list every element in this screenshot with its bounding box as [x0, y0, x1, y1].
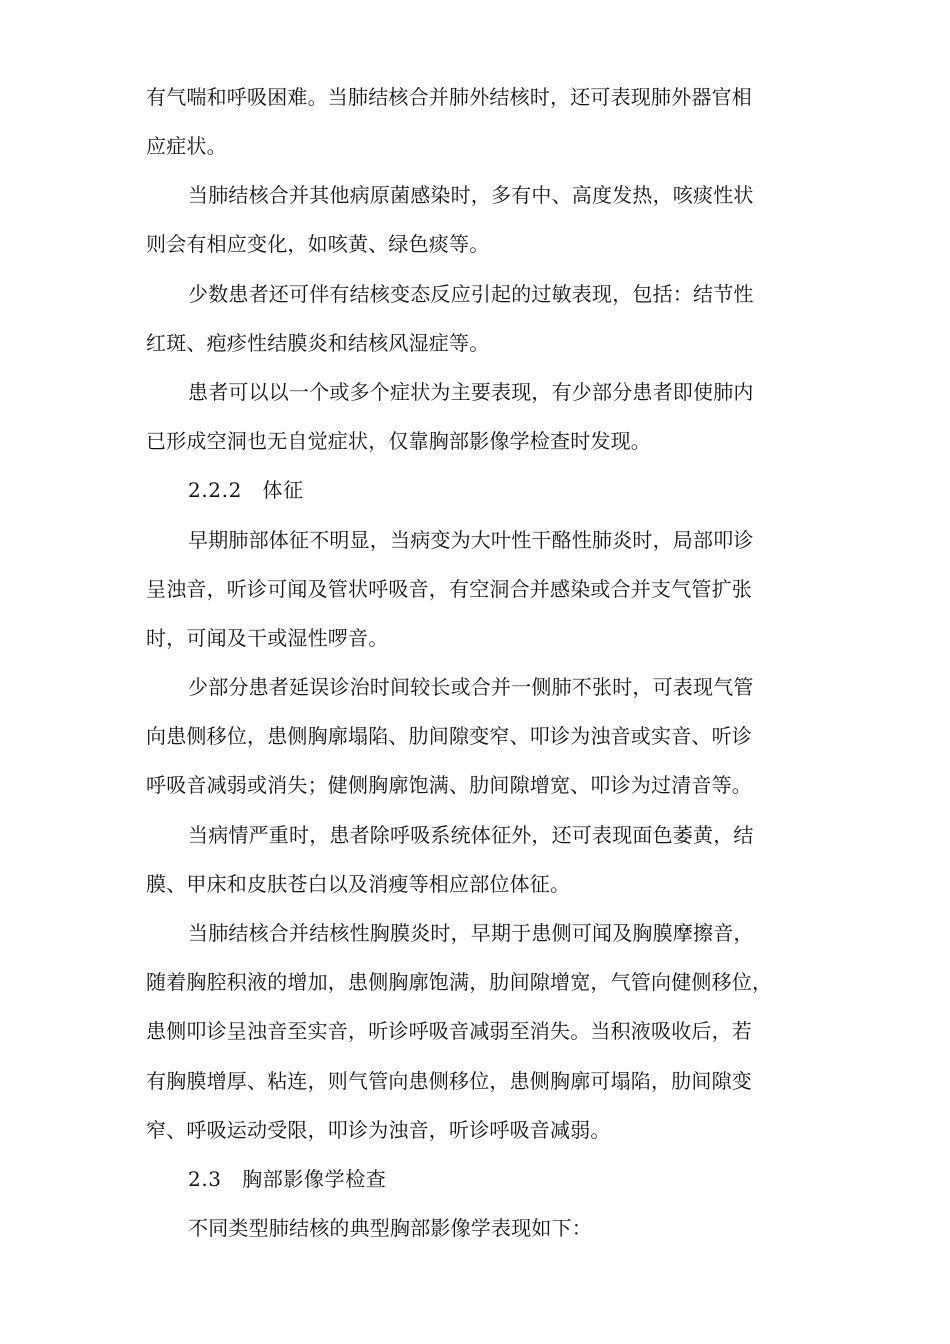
paragraph-start: 当病情严重时，患者除呼吸系统体征外，还可表现面色萎黄，结 — [188, 823, 754, 847]
text-line: 则会有相应变化，如咳黄、绿色痰等。 — [146, 232, 490, 256]
paragraph-start: 早期肺部体征不明显，当病变为大叶性干酪性肺炎时，局部叩诊 — [188, 528, 754, 552]
text-line: 随着胸腔积液的增加，患侧胸廓饱满，肋间隙增宽，气管向健侧移位， — [146, 970, 773, 994]
section-heading-2-2-2: 2.2.2 体征 — [188, 478, 304, 502]
text-line: 时，可闻及干或湿性啰音。 — [146, 626, 389, 650]
paragraph-start: 少数患者还可伴有结核变态反应引起的过敏表现，包括：结节性 — [188, 282, 754, 306]
text-line: 呼吸音减弱或消失；健侧胸廓饱满、肋间隙增宽、叩诊为过清音等。 — [146, 773, 752, 797]
text-line: 患侧叩诊呈浊音至实音，听诊呼吸音减弱至消失。当积液吸收后，若 — [146, 1019, 752, 1043]
paragraph-start: 患者可以以一个或多个症状为主要表现，有少部分患者即使肺内 — [188, 380, 754, 404]
text-line: 有气喘和呼吸困难。当肺结核合并肺外结核时，还可表现肺外器官相 — [146, 85, 752, 109]
text-line: 有胸膜增厚、粘连，则气管向患侧移位，患侧胸廓可塌陷，肋间隙变 — [146, 1069, 752, 1093]
text-line: 红斑、疱疹性结膜炎和结核风湿症等。 — [146, 331, 490, 355]
section-heading-2-3: 2.3 胸部影像学检查 — [188, 1167, 387, 1191]
paragraph-start: 少部分患者延误诊治时间较长或合并一侧肺不张时，可表现气管 — [188, 675, 754, 699]
text-line: 应症状。 — [146, 134, 227, 158]
text-line: 膜、甲床和皮肤苍白以及消瘦等相应部位体征。 — [146, 872, 571, 896]
text-line: 向患侧移位，患侧胸廓塌陷、肋间隙变窄、叩诊为浊音或实音、听诊 — [146, 724, 752, 748]
text-line: 窄、呼吸运动受限，叩诊为浊音，听诊呼吸音减弱。 — [146, 1118, 611, 1142]
paragraph-start: 不同类型肺结核的典型胸部影像学表现如下： — [188, 1216, 592, 1240]
text-line: 呈浊音，听诊可闻及管状呼吸音，有空洞合并感染或合并支气管扩张 — [146, 577, 752, 601]
text-line: 已形成空洞也无自觉症状，仅靠胸部影像学检查时发现。 — [146, 429, 651, 453]
paragraph-start: 当肺结核合并其他病原菌感染时，多有中、高度发热，咳痰性状 — [188, 183, 754, 207]
paragraph-start: 当肺结核合并结核性胸膜炎时，早期于患侧可闻及胸膜摩擦音， — [188, 921, 754, 945]
